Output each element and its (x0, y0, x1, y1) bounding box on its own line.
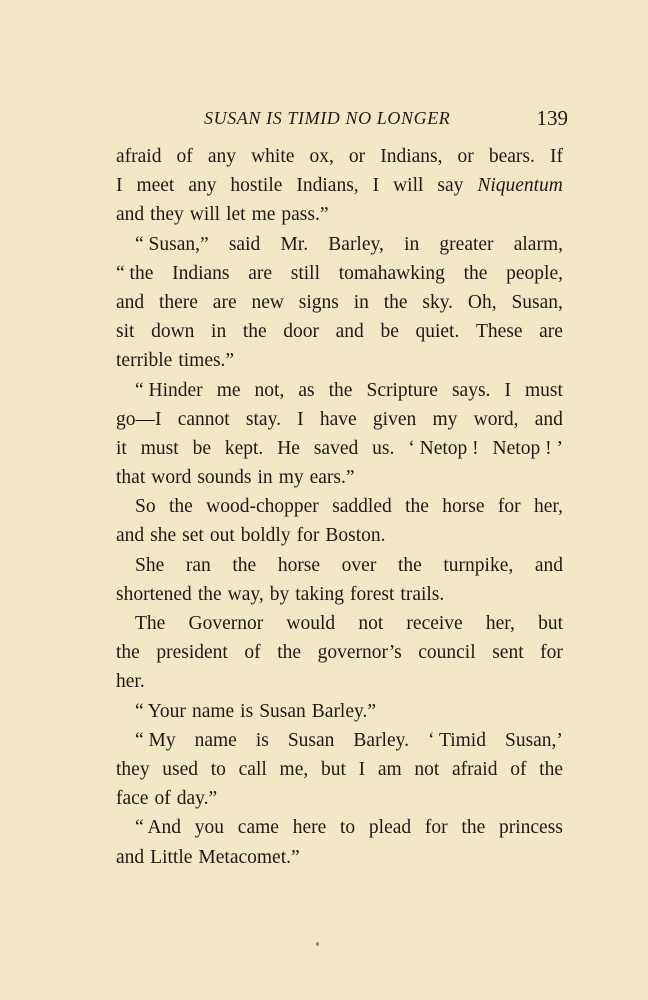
word: and (116, 204, 145, 226)
word: I (116, 175, 123, 197)
word: me, (279, 758, 309, 780)
word: the (277, 642, 302, 664)
word: Oh, (467, 291, 497, 313)
word: Governor (188, 613, 264, 634)
word: Netop ! ’ (492, 437, 563, 459)
word: and (534, 408, 563, 430)
word: Barley.” (311, 700, 377, 722)
word: name (191, 700, 235, 722)
word: I (372, 175, 380, 197)
word: Susan (287, 729, 335, 751)
word: let (226, 204, 246, 226)
word: the (116, 642, 140, 664)
word: I (358, 758, 366, 780)
word: times.” (178, 350, 235, 372)
word: the (405, 496, 429, 518)
word: ox, (309, 146, 334, 167)
word: The (135, 613, 166, 634)
word: here (292, 817, 327, 839)
word: and (116, 525, 145, 547)
word: taking (295, 583, 344, 605)
word: they (150, 204, 184, 226)
chapter-title: SUSAN IS TIMID NO LONGER (204, 108, 451, 128)
word: not (358, 613, 384, 634)
text-line (116, 638, 563, 667)
word: sounds (197, 467, 252, 489)
word: set (182, 525, 204, 547)
text-line (116, 784, 563, 813)
word: over (341, 554, 377, 576)
word: must (140, 437, 179, 459)
word: stay. (245, 408, 281, 430)
word: quiet. (415, 321, 460, 343)
text-line (116, 288, 563, 317)
word: governor’s (317, 642, 402, 664)
word: the (461, 817, 486, 839)
word: are (539, 321, 563, 343)
word: people, (506, 262, 563, 284)
word: horse (277, 554, 321, 576)
word: plead (368, 817, 412, 839)
paper-speck (316, 942, 319, 946)
word: of (244, 642, 261, 664)
text-line (116, 259, 563, 288)
word: Scripture (366, 379, 438, 401)
word: sky. (422, 291, 454, 313)
word: Susan (259, 700, 306, 722)
text-line (116, 317, 563, 346)
word: Barley. (353, 729, 409, 751)
text-line (116, 609, 563, 638)
word: Metacomet.” (198, 846, 300, 868)
text-line (116, 405, 563, 434)
word: Niquentum (477, 175, 563, 197)
word: the (232, 554, 257, 576)
word: council (418, 642, 476, 664)
text-line (116, 200, 563, 229)
word: He (277, 437, 300, 459)
word: pass.” (281, 204, 329, 226)
text-line (116, 492, 563, 521)
word: or (457, 146, 474, 167)
running-head (116, 104, 568, 134)
word: and (116, 846, 145, 868)
word: is (255, 729, 269, 751)
word: given (372, 408, 417, 430)
word: signs (298, 291, 339, 313)
word: bears. (488, 146, 535, 167)
word: “ Hinder (135, 379, 203, 401)
word: “ Susan,” (135, 233, 209, 255)
word: used (162, 758, 199, 780)
word: my (278, 467, 304, 489)
word: go—I (116, 408, 162, 430)
word: came (237, 817, 279, 839)
text-line (116, 667, 563, 696)
word: “ the (116, 262, 154, 284)
word: but (320, 758, 346, 780)
word: any (188, 175, 217, 197)
word: alarm, (513, 233, 563, 255)
word: shortened (116, 583, 192, 605)
word: it (116, 437, 127, 459)
word: any (207, 146, 236, 167)
word: and (116, 291, 145, 313)
word: or (348, 146, 366, 167)
word: meet (136, 175, 175, 197)
word: kept. (224, 437, 264, 459)
word: in (353, 291, 369, 313)
word: and (534, 554, 563, 576)
word: say (437, 175, 464, 197)
word: Mr. (280, 233, 309, 255)
word: word (151, 467, 192, 489)
word: hostile (230, 175, 283, 197)
word: my (432, 408, 458, 430)
word: ‘ Netop ! (408, 437, 479, 459)
word: her. (116, 671, 145, 693)
word: horse (442, 496, 485, 518)
word: the (328, 379, 353, 401)
word: Little (150, 846, 193, 868)
word: Susan,’ (504, 729, 563, 751)
word: the (539, 758, 563, 780)
word: face (116, 788, 149, 810)
word: sit (116, 321, 135, 343)
word: terrible (116, 350, 173, 372)
word: “ Your (135, 700, 186, 722)
word: must (524, 379, 563, 401)
word: out (209, 525, 235, 547)
text-line (116, 142, 563, 171)
word: Indians, (380, 146, 443, 167)
word: the (463, 262, 488, 284)
word: the (383, 291, 408, 313)
word: If (549, 146, 563, 167)
word: by (269, 583, 290, 605)
word: down (151, 321, 195, 343)
word: ears.” (309, 467, 355, 489)
word: princess (498, 817, 563, 839)
word: to (340, 817, 356, 839)
word: president (156, 642, 228, 664)
word: Susan, (511, 291, 563, 313)
word: So (135, 496, 156, 518)
page-number: 139 (536, 106, 568, 130)
word: to (210, 758, 226, 780)
word: not, (254, 379, 285, 401)
word: way, (227, 583, 264, 605)
word: will (189, 204, 221, 226)
word: afraid (116, 146, 162, 167)
text-line (116, 434, 563, 463)
body-text (116, 142, 563, 872)
word: be (380, 321, 399, 343)
word: that (116, 467, 146, 489)
word: and (335, 321, 364, 343)
word: ran (185, 554, 211, 576)
word: saddled (332, 496, 392, 518)
text-line (116, 521, 563, 550)
word: is (240, 700, 254, 722)
word: in (211, 321, 227, 343)
word: of (510, 758, 527, 780)
word: there (158, 291, 198, 313)
word: I (297, 408, 304, 430)
word: boldly (240, 525, 291, 547)
text-line (116, 697, 563, 726)
word: of (176, 146, 193, 167)
word: trails. (400, 583, 445, 605)
word: in (257, 467, 273, 489)
text-line (116, 171, 563, 200)
text-line (116, 463, 563, 492)
word: have (319, 408, 357, 430)
word: the (397, 554, 422, 576)
word: cannot (177, 408, 230, 430)
word: Boston. (325, 525, 386, 547)
word: “ And (135, 817, 182, 839)
word: greater (439, 233, 494, 255)
text-line (116, 230, 563, 259)
word: her, (534, 496, 563, 518)
word: in (404, 233, 420, 255)
word: are (248, 262, 273, 284)
word: white (251, 146, 295, 167)
word: door (283, 321, 320, 343)
word: for (540, 642, 563, 664)
word: saved (313, 437, 359, 459)
word: Indians, (296, 175, 359, 197)
text-line (116, 580, 563, 609)
word: receive (406, 613, 463, 634)
text-line (116, 726, 563, 755)
word: says. (451, 379, 491, 401)
text-line (116, 843, 563, 872)
word: I (504, 379, 511, 401)
word: sent (492, 642, 524, 664)
word: be (192, 437, 211, 459)
word: the (168, 496, 193, 518)
word: “ My (135, 729, 176, 751)
word: for (497, 496, 521, 518)
word: me (216, 379, 241, 401)
word: are (212, 291, 237, 313)
word: they (116, 758, 150, 780)
word: day.” (176, 788, 218, 810)
word: ‘ Timid (427, 729, 486, 751)
word: as (298, 379, 315, 401)
word: wood-chopper (206, 496, 319, 518)
word: the (197, 583, 222, 605)
word: will (393, 175, 424, 197)
word: us. (372, 437, 395, 459)
word: you (194, 817, 225, 839)
word: of (154, 788, 171, 810)
word: call (238, 758, 267, 780)
word: These (475, 321, 523, 343)
text-line (116, 813, 563, 842)
word: her, (485, 613, 515, 634)
text-line (116, 551, 563, 580)
text-line (116, 346, 563, 375)
text-line (116, 755, 563, 784)
word: the (242, 321, 267, 343)
word: name (194, 729, 237, 751)
word: she (150, 525, 177, 547)
word: for (296, 525, 320, 547)
word: She (135, 554, 165, 576)
word: Barley, (328, 233, 384, 255)
word: turnpike, (443, 554, 514, 576)
word: said (228, 233, 261, 255)
word: not (414, 758, 440, 780)
word: for (424, 817, 448, 839)
word: word, (473, 408, 519, 430)
word: tomahawking (338, 262, 445, 284)
word: forest (350, 583, 395, 605)
text-line (116, 376, 563, 405)
word: would (286, 613, 336, 634)
word: am (377, 758, 402, 780)
word: new (251, 291, 284, 313)
word: still (290, 262, 320, 284)
word: but (538, 613, 563, 634)
word: afraid (452, 758, 498, 780)
word: me (251, 204, 276, 226)
word: Indians (172, 262, 230, 284)
